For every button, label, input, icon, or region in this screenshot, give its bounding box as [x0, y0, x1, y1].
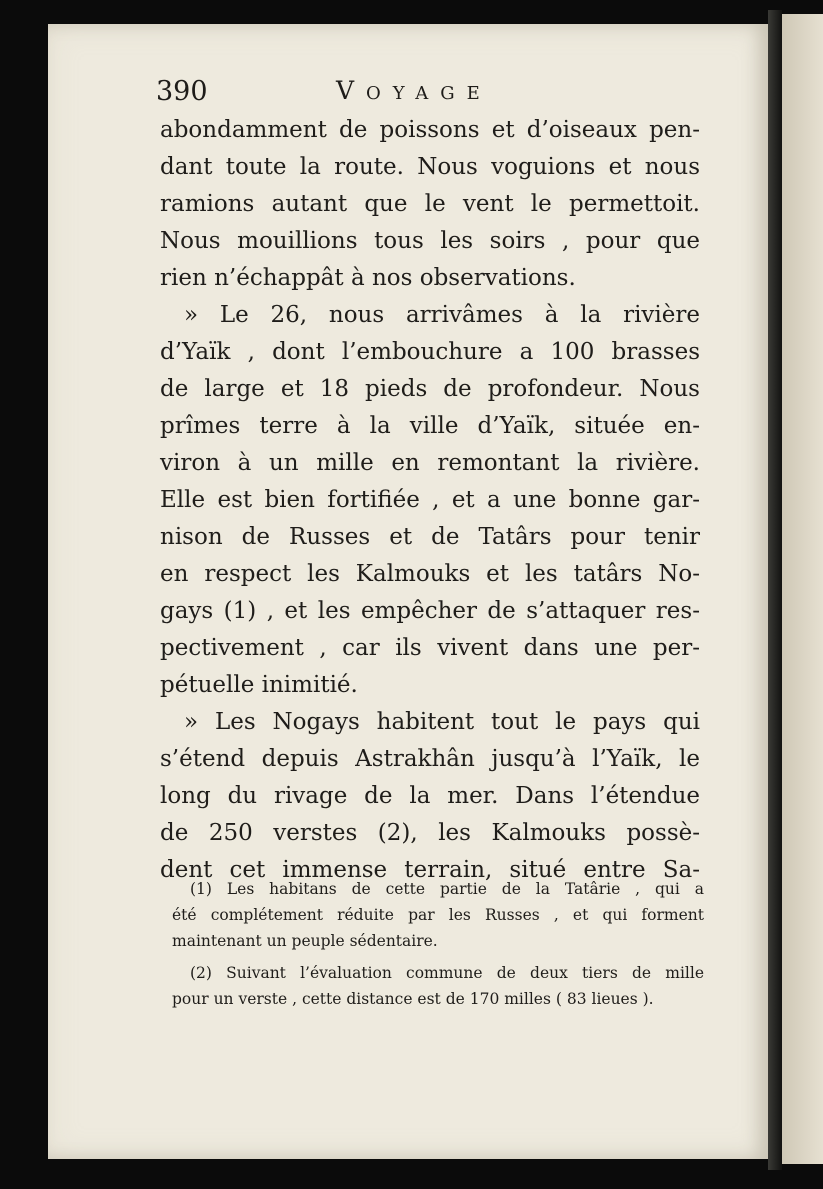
text-line: nison de Russes et de Tatârs pour tenir: [160, 524, 700, 550]
text-line: ramions autant que le vent le permettoit.: [160, 191, 700, 217]
page-number: 390: [156, 76, 208, 107]
text-line: dent cet immense terrain, situé entre Sa-: [160, 857, 700, 883]
text-line: de large et 18 pieds de profondeur. Nous: [160, 376, 700, 402]
footnote-line: pour un verste , cette distance est de 170 milles ( 83 lieues ).: [172, 990, 654, 1008]
footnote-line: été complétement réduite par les Russes , et qui forment: [172, 906, 704, 924]
footnote-1: [172, 876, 704, 954]
text-line: gays (1) , et les empêcher de s’attaquer res-: [160, 598, 700, 624]
text-line: s’étend depuis Astrakhân jusqu’à l’Yaïk, le: [160, 746, 700, 772]
text-line: en respect les Kalmouks et les tatârs No-: [160, 561, 700, 587]
text-line: prîmes terre à la ville d’Yaïk, située en-: [160, 413, 700, 439]
facing-page-edge: [782, 14, 823, 1164]
text-line: » Le 26, nous arrivâmes à la rivière: [184, 302, 700, 328]
text-line: Elle est bien fortifiée , et a une bonne gar-: [160, 487, 700, 513]
footnote-2: [172, 960, 704, 1012]
text-line: pétuelle inimitié.: [160, 672, 358, 698]
text-line: dant toute la route. Nous voguions et nous: [160, 154, 700, 180]
text-line: pectivement , car ils vivent dans une per-: [160, 635, 700, 661]
text-line: d’Yaïk , dont l’embouchure a 100 brasses: [160, 339, 700, 365]
text-line: rien n’échappât à nos observations.: [160, 265, 576, 291]
footnote-line: maintenant un peuple sédentaire.: [172, 932, 438, 950]
body-text: [160, 112, 700, 889]
text-line: de 250 verstes (2), les Kalmouks possè-: [160, 820, 700, 846]
footnote-line: (2) Suivant l’évaluation commune de deux tiers de mille: [190, 964, 704, 982]
text-line: long du rivage de la mer. Dans l’étendue: [160, 783, 700, 809]
text-line: Nous mouillions tous les soirs , pour que: [160, 228, 700, 254]
text-line: viron à un mille en remontant la rivière.: [160, 450, 700, 476]
running-head: Voyage: [336, 76, 492, 105]
footnotes: [172, 876, 704, 1012]
page-header: [156, 76, 716, 112]
footnote-line: (1) Les habitans de cette partie de la Tatârie , qui a: [190, 880, 704, 898]
text-line: abondamment de poissons et d’oiseaux pen-: [160, 117, 700, 143]
book-gutter: [768, 10, 782, 1170]
text-line: » Les Nogays habitent tout le pays qui: [184, 709, 700, 735]
